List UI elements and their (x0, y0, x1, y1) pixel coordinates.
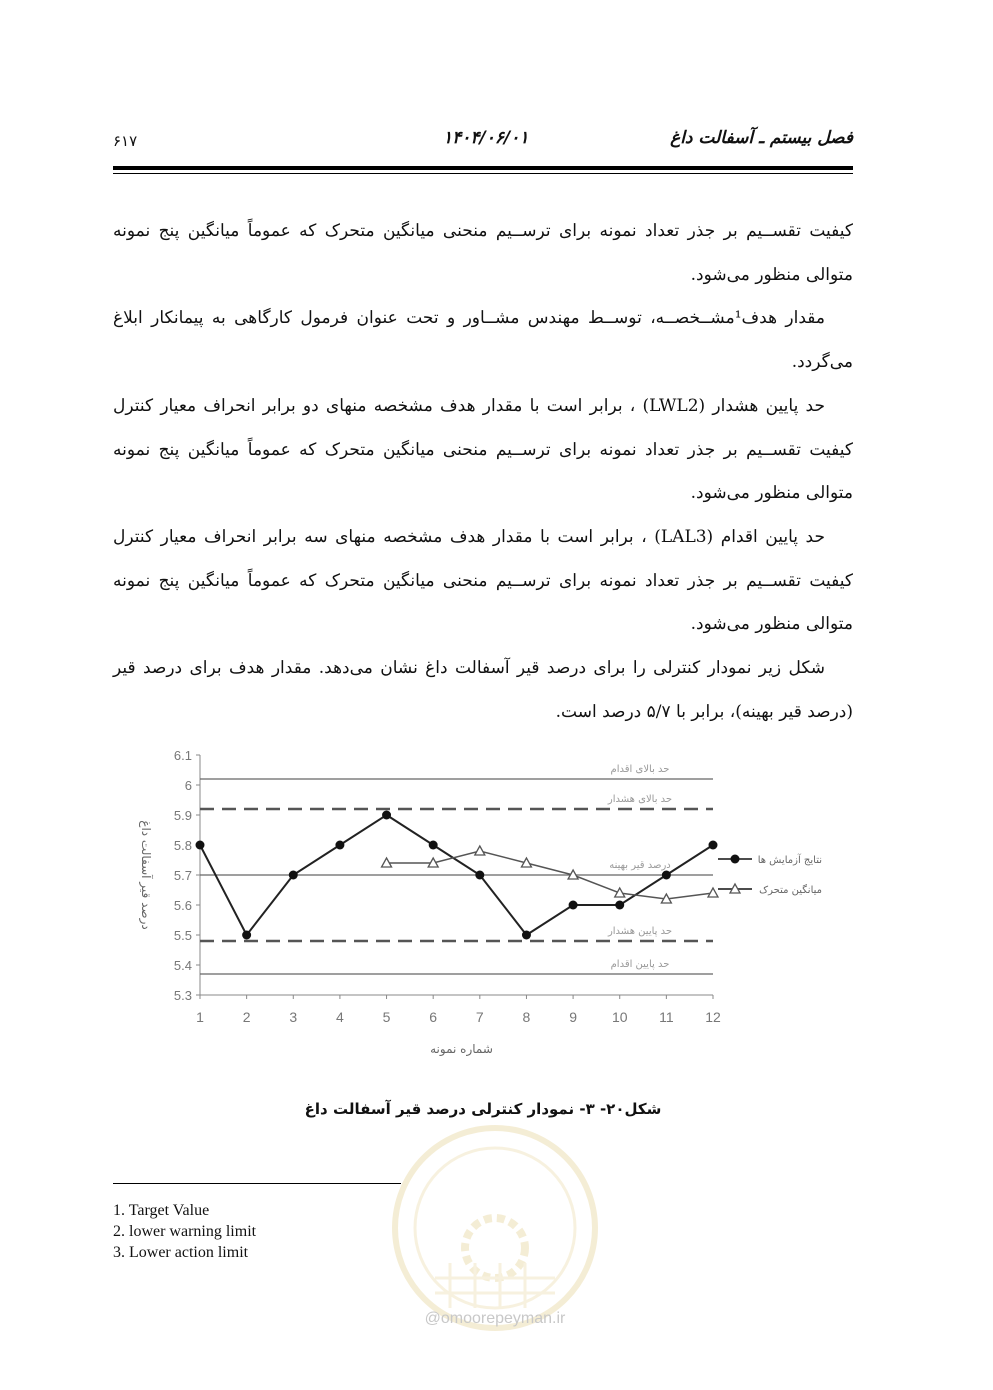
x-tick-label: 1 (196, 1009, 204, 1025)
data-point (615, 901, 624, 910)
x-tick-label: 9 (569, 1009, 577, 1025)
y-tick-label: 5.5 (173, 928, 192, 943)
paragraph: حد پایین هشدار (LWL2) ، برابر است با مقدار هدف مشخصه منهای دو برابر انحراف معیار کنترل کیفیت تقســیم بر جذر تعداد نمونه برای ترســیم منحنی میانگین متحرک که عموماً میانگین پنج نمونه متوالی منظور می‌شود. (113, 395, 853, 504)
data-point (289, 871, 298, 880)
figure-caption: شکل۲۰- ۳- نمودار کنترلی درصد قیر آسفالت داغ (304, 1100, 662, 1118)
y-tick-label: 6 (184, 778, 192, 793)
y-tick-label: 5.3 (173, 988, 192, 1003)
paragraph: شکل زیر نمودار کنترلی را برای درصد قیر آسفالت داغ نشان می‌دهد. مقدار هدف برای درصد قیر (درصد قیر بهینه)، برابر با ۵/۷ درصد است. (113, 658, 853, 722)
y-tick-label: 5.7 (173, 868, 192, 883)
data-point (475, 846, 485, 855)
footnotes (113, 1200, 256, 1263)
x-tick-label: 3 (289, 1009, 298, 1025)
paragraph: حد پایین اقدام (LAL3) ، برابر است با مقدار هدف مشخصه منهای سه برابر انحراف معیار کنترل کیفیت تقســیم بر جذر تعداد نمونه برای ترســیم منحنی میانگین متحرک که عموماً میانگین پنج نمونه متوالی منظور می‌شود. (113, 526, 853, 635)
legend-label: میانگین متحرک (759, 885, 822, 896)
data-point (196, 841, 205, 850)
x-tick-label: 12 (705, 1009, 721, 1025)
data-point (382, 811, 391, 820)
x-tick-label: 5 (382, 1009, 391, 1025)
paragraph: کیفیت تقســیم بر جذر تعداد نمونه برای ترســیم منحنی میانگین متحرک که عموماً میانگین پنج نمونه متوالی منظور می‌شود. (113, 221, 853, 285)
data-point (522, 931, 531, 940)
data-point (615, 888, 625, 897)
footnote-item: 2. lower warning limit (113, 1223, 257, 1240)
reference-line-label: حد پایین هشدار (607, 926, 673, 937)
data-point (569, 901, 578, 910)
page-number: ۶۱۷ (113, 132, 138, 150)
footnote-rule (113, 1183, 401, 1184)
header-date: ۱۴۰۴/۰۶/۰۱ (443, 128, 529, 148)
x-tick-label: 11 (659, 1009, 674, 1025)
reference-line-label: حد بالای اقدام (610, 764, 670, 775)
data-point (429, 841, 438, 850)
x-axis-label: شماره نمونه (430, 1042, 493, 1056)
reference-line-label: درصد قیر بهینه (609, 860, 671, 871)
x-tick-label: 7 (475, 1009, 484, 1025)
data-point (335, 841, 344, 850)
data-point (475, 871, 484, 880)
y-tick-label: 6.1 (173, 748, 192, 763)
watermark-text: @omoorepeyman.ir (424, 1310, 566, 1327)
paragraph: مقدار هدف¹مشــخصــه، توســط مهندس مشــاور و تحت عنوان فرمول کارگاهی به پیمانکار ابلاغ می‌گردد. (113, 308, 853, 373)
x-tick-label: 8 (522, 1009, 531, 1025)
y-axis-label: درصد قیر آسفالت داغ (139, 820, 153, 930)
reference-line-label: حد پایین اقدام (610, 959, 670, 970)
data-point (662, 871, 671, 880)
x-tick-label: 2 (242, 1009, 251, 1025)
x-tick-label: 4 (336, 1009, 344, 1025)
footnote-item: 3. Lower action limit (113, 1244, 249, 1261)
x-tick-label: 10 (611, 1009, 628, 1025)
legend-marker (731, 855, 740, 864)
y-tick-label: 5.4 (173, 958, 192, 973)
footnote-item: 1. Target Value (113, 1202, 210, 1219)
chapter-title: فصل بیستم ـ آسفالت داغ (670, 128, 853, 148)
data-point (709, 841, 718, 850)
legend-label: نتایج آزمایش ها (757, 855, 822, 866)
reference-line-label: حد بالای هشدار (607, 794, 673, 805)
x-tick-label: 6 (429, 1009, 438, 1025)
y-tick-label: 5.9 (173, 808, 192, 823)
y-tick-label: 5.6 (173, 898, 192, 913)
y-tick-label: 5.8 (173, 838, 192, 853)
data-point (242, 931, 251, 940)
data-point (708, 888, 718, 897)
